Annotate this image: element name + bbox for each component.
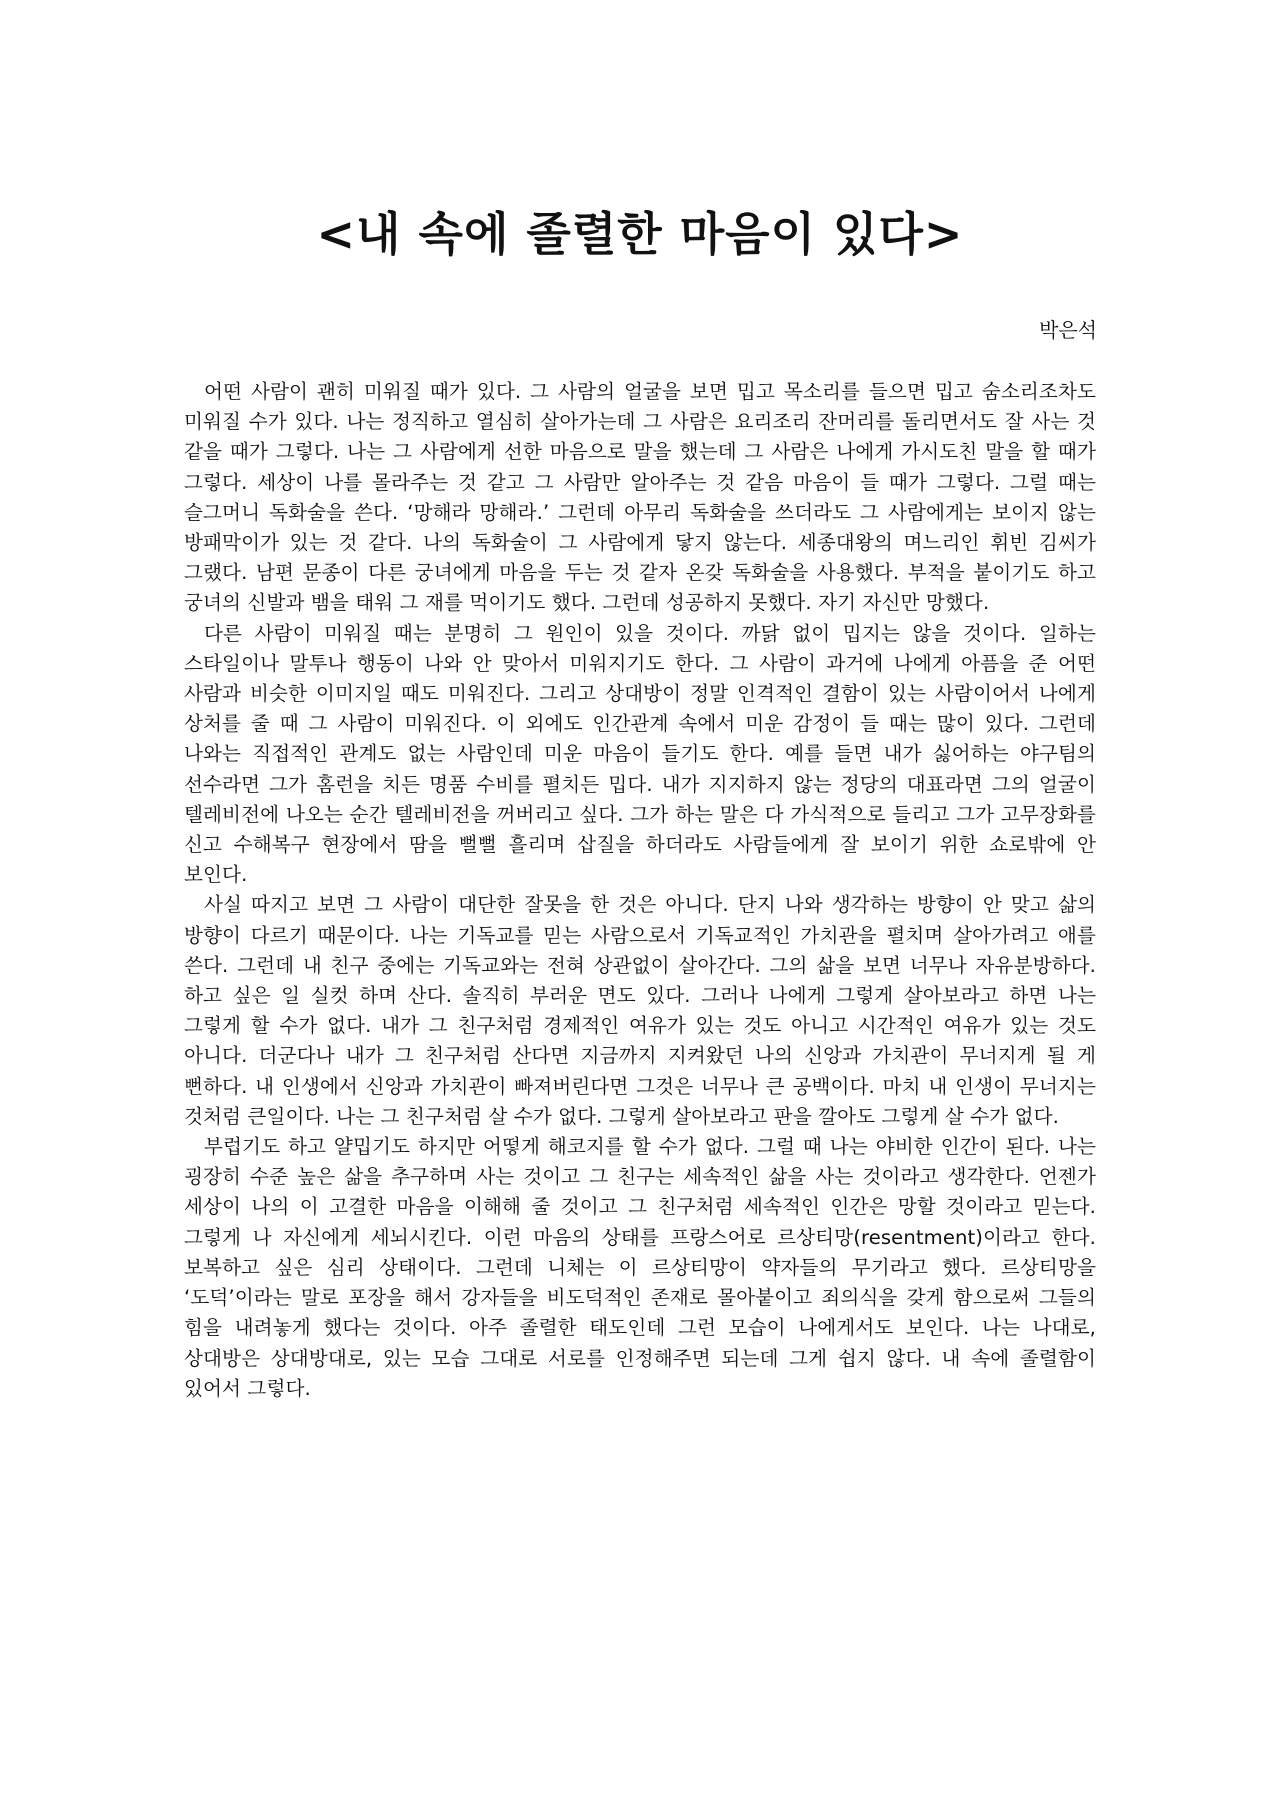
page-title: <내 속에 졸렬한 마음이 있다>: [316, 207, 964, 261]
article-body: [184, 377, 1096, 1404]
paragraph: 다른 사람이 미워질 때는 분명히 그 원인이 있을 것이다. 까닭 없이 밉지는 않을 것이다. 일하는 스타일이나 말투나 행동이 나와 안 맞아서 미워지기도 한다. 그 사람이 과거에 나에게 아픔을 준 어떤 사람과 비슷한 이미지일 때도 미워진다. 그리고 상대방이 정말 인격적인 결함이 있는 사람이어서 나에게 상처를 줄 때 그 사람이 미워진다. 이 외에도 인간관계 속에서 미운 감정이 들 때는 많이 있다. 그런데 나와는 직접적인 관계도 없는 사람인데 미운 마음이 들기도 한다. 예를 들면 내가 싫어하는 야구팀의 선수라면 그가 홈런을 치든 명품 수비를 펼치든 밉다. 내가 지지하지 않는 정당의 대표라면 그의 얼굴이 텔레비전에 나오는 순간 텔레비전을 꺼버리고 싶다. 그가 하는 말은 다 가식적으로 들리고 그가 고무장화를 신고 수해복구 현장에서 땀을 뻘뻘 흘리며 삽질을 하더라도 사람들에게 잘 보이기 위한 쇼로밖에 안 보인다.: [184, 621, 1096, 887]
paragraph: 어떤 사람이 괜히 미워질 때가 있다. 그 사람의 얼굴을 보면 밉고 목소리를 들으면 밉고 숨소리조차도 미워질 수가 있다. 나는 정직하고 열심히 살아가는데 그 사람은 요리조리 잔머리를 돌리면서도 잘 사는 것 같을 때가 그렇다. 나는 그 사람에게 선한 마음으로 말을 했는데 그 사람은 나에게 가시도친 말을 할 때가 그렇다. 세상이 나를 몰라주는 것 같고 그 사람만 알아주는 것 같음 마음이 들 때가 그렇다. 그럴 때는 슬그머니 독화술을 쓴다. ‘망해라 망해라.’ 그런데 아무리 독화술을 쓰더라도 그 사람에게는 보이지 않는 방패막이가 있는 것 같다. 나의 독화술이 그 사람에게 닿지 않는다. 세종대왕의 며느리인 휘빈 김씨가 그랬다. 남편 문종이 다른 궁녀에게 마음을 두는 것 같자 온갖 독화술을 사용했다. 부적을 붙이기도 하고 궁녀의 신발과 뱀을 태워 그 재를 먹이기도 했다. 그런데 성공하지 못했다. 자기 자신만 망했다.: [184, 380, 1096, 615]
paragraph: 부럽기도 하고 얄밉기도 하지만 어떻게 해코지를 할 수가 없다. 그럴 때 나는 야비한 인간이 된다. 나는 굉장히 수준 높은 삶을 추구하며 사는 것이고 그 친구는 세속적인 삶을 사는 것이라고 생각한다. 언젠가 세상이 나의 이 고결한 마음을 이해해 줄 것이고 그 친구처럼 세속적인 인간은 망할 것이라고 믿는다. 그렇게 나 자신에게 세뇌시킨다. 이런 마음의 상태를 프랑스어로 르상티망(resentment)이라고 한다. 보복하고 싶은 심리 상태이다. 그런데 니체는 이 르상티망이 약자들의 무기라고 했다. 르상티망을 ‘도덕’이라는 말로 포장을 해서 강자들을 비도덕적인 존재로 몰아붙이고 죄의식을 갖게 함으로써 그들의 힘을 내려놓게 했다는 것이다. 아주 졸렬한 태도인데 그런 모습이 나에게서도 보인다. 나는 나대로, 상대방은 상대방대로, 있는 모습 그대로 서로를 인정해주면 되는데 그게 쉽지 않다. 내 속에 졸렬함이 있어서 그렇다.: [184, 1135, 1096, 1400]
paragraph: 사실 따지고 보면 그 사람이 대단한 잘못을 한 것은 아니다. 단지 나와 생각하는 방향이 안 맞고 삶의 방향이 다르기 때문이다. 나는 기독교를 믿는 사람으로서 기독교적인 가치관을 펼치며 살아가려고 애를 쓴다. 그런데 내 친구 중에는 기독교와는 전혀 상관없이 살아간다. 그의 삶을 보면 너무나 자유분방하다. 하고 싶은 일 실컷 하며 산다. 솔직히 부러운 면도 있다. 그러나 나에게 그렇게 살아보라고 하면 나는 그렇게 할 수가 없다. 내가 그 친구처럼 경제적인 여유가 있는 것도 아니고 시간적인 여유가 있는 것도 아니다. 더군다나 내가 그 친구처럼 산다면 지금까지 지켜왔던 나의 신앙과 가치관이 무너지게 될 게 뻔하다. 내 인생에서 신앙과 가치관이 빠져버린다면 그것은 너무나 큰 공백이다. 마치 내 인생이 무너지는 것처럼 큰일이다. 나는 그 친구처럼 살 수가 없다. 그렇게 살아보라고 판을 깔아도 그렇게 살 수가 없다.: [184, 893, 1096, 1128]
author-name: 박은석: [1039, 318, 1097, 342]
